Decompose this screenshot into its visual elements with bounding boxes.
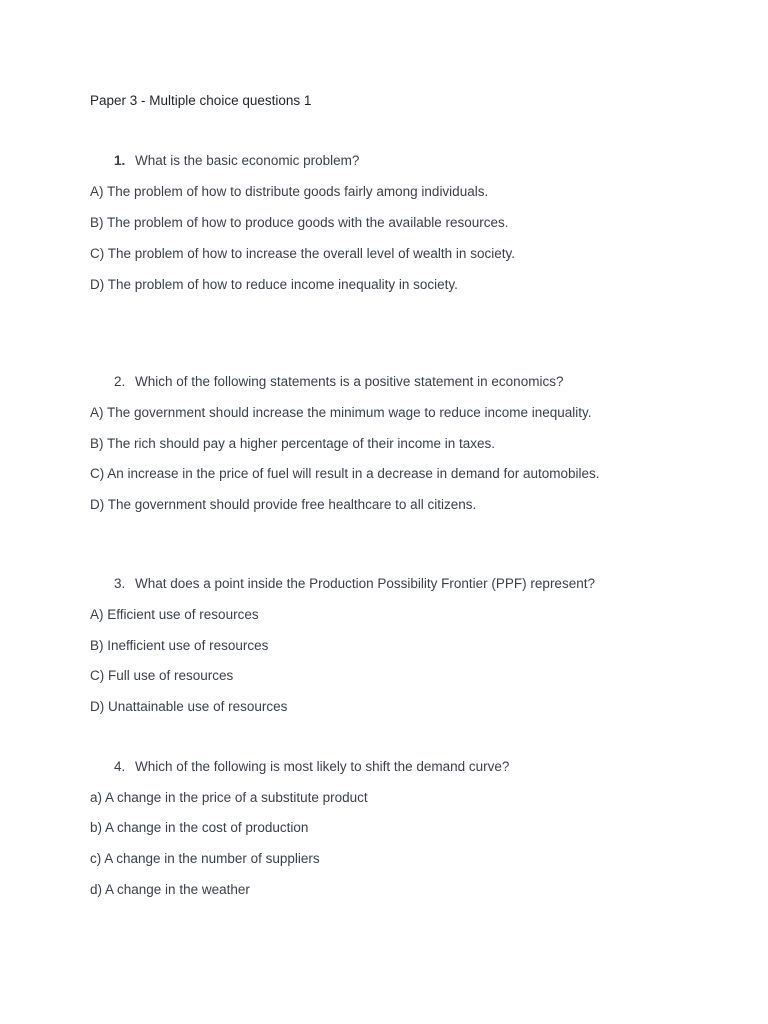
answer-option: D) Unattainable use of resources	[90, 699, 288, 714]
question-number: 4.	[114, 759, 126, 774]
answer-option: B) Inefficient use of resources	[90, 638, 269, 653]
answer-option: A) The government should increase the minimum wage to reduce income inequality.	[90, 405, 592, 420]
question-number: 3.	[114, 576, 126, 591]
answer-option: a) A change in the price of a substitute product	[90, 790, 368, 805]
answer-option: A) The problem of how to distribute goods fairly among individuals.	[90, 184, 489, 199]
answer-option: B) The rich should pay a higher percentage of their income in taxes.	[90, 436, 495, 451]
document-title: Paper 3 - Multiple choice questions 1	[90, 93, 312, 108]
question-line	[114, 374, 563, 389]
question-text: What does a point inside the Production Possibility Frontier (PPF) represent?	[135, 576, 595, 591]
question-number: 1.	[114, 153, 126, 168]
answer-option: D) The problem of how to reduce income inequality in society.	[90, 277, 458, 292]
answer-option: b) A change in the cost of production	[90, 820, 309, 835]
question-line	[114, 576, 595, 591]
question-text: Which of the following is most likely to shift the demand curve?	[135, 759, 510, 774]
answer-option: D) The government should provide free healthcare to all citizens.	[90, 497, 477, 512]
question-line	[114, 153, 359, 168]
answer-option: B) The problem of how to produce goods with the available resources.	[90, 215, 509, 230]
answer-option: d) A change in the weather	[90, 882, 250, 897]
question-text: What is the basic economic problem?	[135, 153, 360, 168]
answer-option: C) The problem of how to increase the overall level of wealth in society.	[90, 246, 515, 261]
question-line	[114, 759, 509, 774]
question-text: Which of the following statements is a positive statement in economics?	[135, 374, 564, 389]
answer-option: A) Efficient use of resources	[90, 607, 259, 622]
answer-option: C) An increase in the price of fuel will result in a decrease in demand for automobiles.	[90, 466, 600, 481]
question-number: 2.	[114, 374, 126, 389]
answer-option: C) Full use of resources	[90, 668, 234, 683]
answer-option: c) A change in the number of suppliers	[90, 851, 320, 866]
